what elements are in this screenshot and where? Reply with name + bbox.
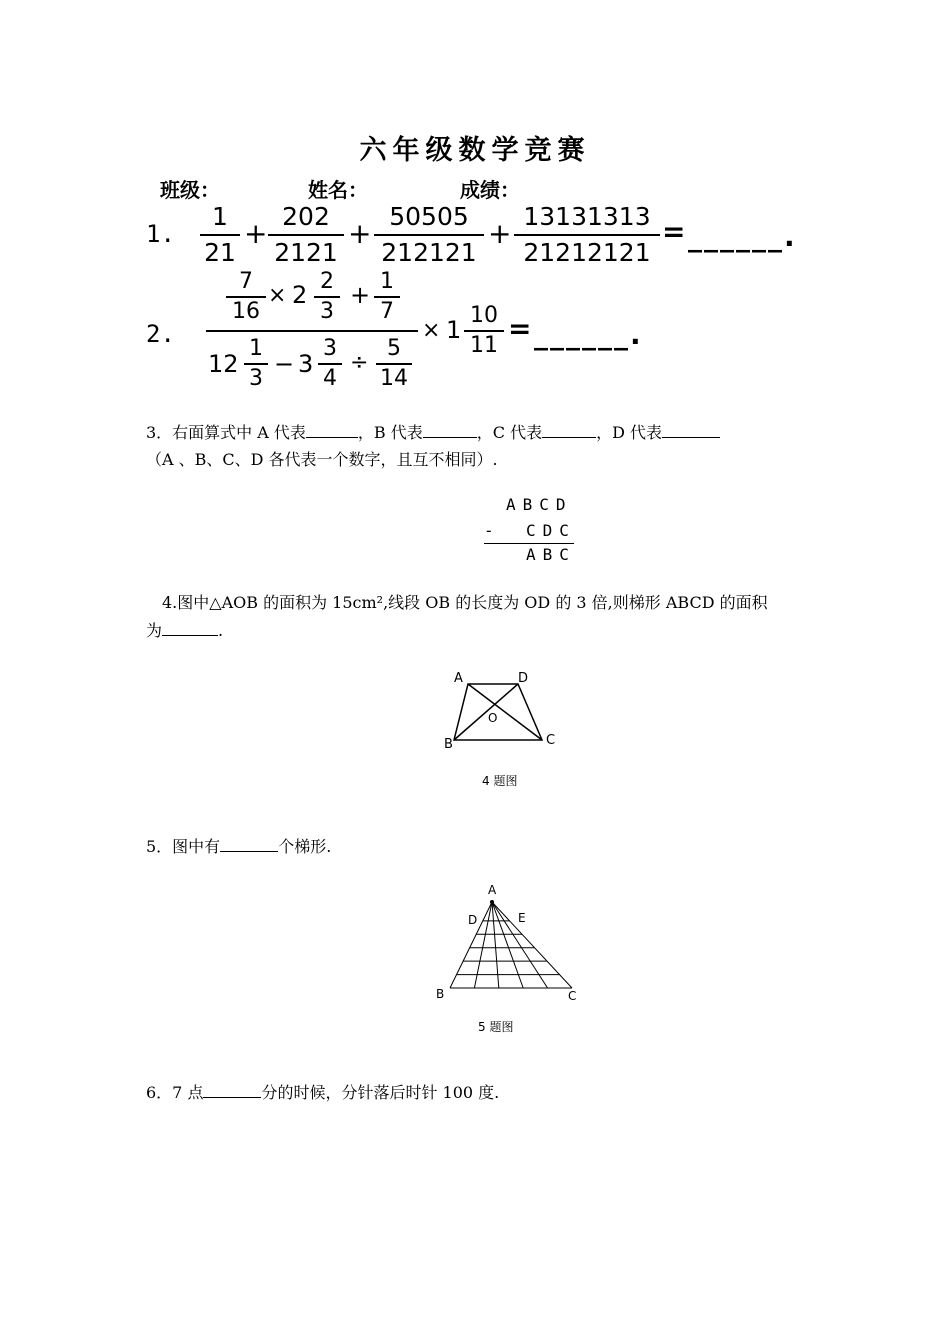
answer-blank <box>306 421 358 438</box>
mixed-whole: 1 <box>446 316 462 344</box>
name-label: 姓名： <box>308 178 368 202</box>
q1-fraction-1 <box>200 202 240 268</box>
denominator: 3 <box>249 366 263 391</box>
fraction-bar <box>514 234 660 236</box>
fraction-bar <box>244 363 268 365</box>
denominator: 11 <box>470 333 498 358</box>
score-label: 成绩： <box>460 178 520 202</box>
answer-blank <box>542 421 596 438</box>
divide-sign: ÷ <box>350 350 369 375</box>
q6-line <box>146 1080 499 1106</box>
page-title: 六年级数学竞赛 <box>359 135 591 166</box>
mixed-whole: 3 <box>298 350 314 378</box>
q2-mixed-1-fraction <box>314 270 340 324</box>
fraction-bar <box>268 234 344 236</box>
numerator: 1 <box>249 336 263 361</box>
q2-number: 2. <box>146 320 175 348</box>
q4-line-1: 4.图中△AOB 的面积为 15cm²,线段 OB 的长度为 OD 的 3 倍,则梯形 ABCD 的面积 <box>162 593 768 612</box>
label-b: B <box>444 737 453 752</box>
equals-sign: = <box>508 312 532 345</box>
q1-f1-denominator: 21 <box>204 238 236 267</box>
triangle-side-ac <box>492 902 572 988</box>
q1-f1-numerator: 1 <box>212 202 228 231</box>
q3-line-2: （A 、B、C、D 各代表一个数字，且互不相同）. <box>146 450 498 469</box>
denominator: 3 <box>320 299 334 324</box>
times-sign: × <box>422 318 441 343</box>
label-d: D <box>518 671 529 686</box>
q3-text: ，D 代表 <box>596 423 663 442</box>
q4-line-2 <box>146 618 223 644</box>
q1-fraction-3 <box>374 202 484 268</box>
q4-text: 为 <box>146 621 163 640</box>
q2-mixed-2-fraction <box>244 337 268 391</box>
fraction-bar <box>464 330 504 332</box>
subtraction-row-3: ABC <box>526 545 576 564</box>
numerator: 5 <box>387 336 401 361</box>
mixed-whole: 12 <box>208 350 239 378</box>
q1-fraction-4 <box>514 202 660 268</box>
q2-top-fraction-2 <box>374 270 400 324</box>
q1-f2-denominator: 2121 <box>274 238 338 267</box>
label-d: D <box>468 913 478 927</box>
answer-blank <box>220 835 278 852</box>
q5-text: 个梯形. <box>278 837 332 856</box>
q4-text: . <box>218 621 224 640</box>
numerator: 3 <box>323 336 337 361</box>
q2-answer-blank: ______. <box>534 318 643 351</box>
label-b: B <box>436 987 445 1001</box>
plus-sign: + <box>488 217 512 250</box>
q3-text: ，B 代表 <box>357 423 423 442</box>
q5-text: 5．图中有 <box>146 837 221 856</box>
fraction-bar <box>376 363 412 365</box>
denominator: 4 <box>323 366 337 391</box>
q5-line <box>146 834 331 860</box>
fraction-bar <box>374 296 400 298</box>
answer-blank <box>662 421 720 438</box>
answer-blank <box>162 619 218 636</box>
denominator: 7 <box>380 299 394 324</box>
plus-sign: + <box>244 217 268 250</box>
triangle-ray <box>492 902 499 988</box>
q5-caption: 5 题图 <box>478 1020 514 1034</box>
q4-caption: 4 题图 <box>482 774 518 788</box>
class-label: 班级： <box>160 178 220 202</box>
fraction-bar <box>374 234 484 236</box>
subtraction-row-2: CDC <box>526 521 576 540</box>
q1-fraction-2 <box>268 202 344 268</box>
subtraction-row-1: ABCD <box>506 495 573 514</box>
plus-sign: + <box>348 217 372 250</box>
diagonal-bd <box>454 684 518 740</box>
q1-number: 1. <box>146 220 175 248</box>
q1-f3-denominator: 212121 <box>381 238 477 267</box>
q3-text: ，C 代表 <box>476 423 543 442</box>
diagonal-ac <box>468 684 542 740</box>
answer-blank <box>203 1081 261 1098</box>
label-c: C <box>546 733 556 748</box>
trapezoid-diagram <box>440 664 580 764</box>
plus-sign: + <box>350 281 371 309</box>
q1-f4-denominator: 21212121 <box>523 238 651 267</box>
fraction-bar <box>226 296 266 298</box>
q1-f4-numerator: 13131313 <box>523 202 651 231</box>
q6-text: 分的时候，分针落后时针 100 度. <box>261 1083 500 1102</box>
fraction-bar <box>200 234 240 236</box>
mixed-whole: 2 <box>292 281 308 309</box>
q1-f3-numerator: 50505 <box>389 202 469 231</box>
denominator: 14 <box>380 366 408 391</box>
numerator: 1 <box>380 269 394 294</box>
answer-blank <box>423 421 477 438</box>
trapezoid-outline <box>454 684 542 740</box>
q3-line-1 <box>146 420 720 446</box>
fraction-bar <box>318 363 342 365</box>
triangle-diagram <box>430 880 590 1006</box>
denominator: 16 <box>232 299 260 324</box>
equals-sign: = <box>662 215 686 248</box>
minus-sign: − <box>274 350 295 378</box>
numerator: 7 <box>239 269 253 294</box>
numerator: 2 <box>320 269 334 294</box>
times-sign: × <box>268 283 287 308</box>
label-e: E <box>518 911 526 925</box>
apex-point <box>490 900 494 904</box>
q1-f2-numerator: 202 <box>282 202 330 231</box>
minus-sign: - <box>484 521 494 540</box>
q6-text: 6．7 点 <box>146 1083 204 1102</box>
q2-main-fraction-bar <box>206 330 418 332</box>
label-a: A <box>454 671 463 686</box>
q2-mixed-4-fraction <box>464 304 504 358</box>
label-o: O <box>488 711 498 725</box>
q2-bottom-fraction <box>376 337 412 391</box>
q1-answer-blank: ______. <box>688 220 797 253</box>
q3-text: 3．右面算式中 A 代表 <box>146 423 306 442</box>
q2-top-fraction-1 <box>226 270 266 324</box>
q2-mixed-3-fraction <box>318 337 342 391</box>
label-c: C <box>568 989 577 1003</box>
numerator: 10 <box>470 303 498 328</box>
label-a: A <box>488 883 497 897</box>
fraction-bar <box>314 296 340 298</box>
